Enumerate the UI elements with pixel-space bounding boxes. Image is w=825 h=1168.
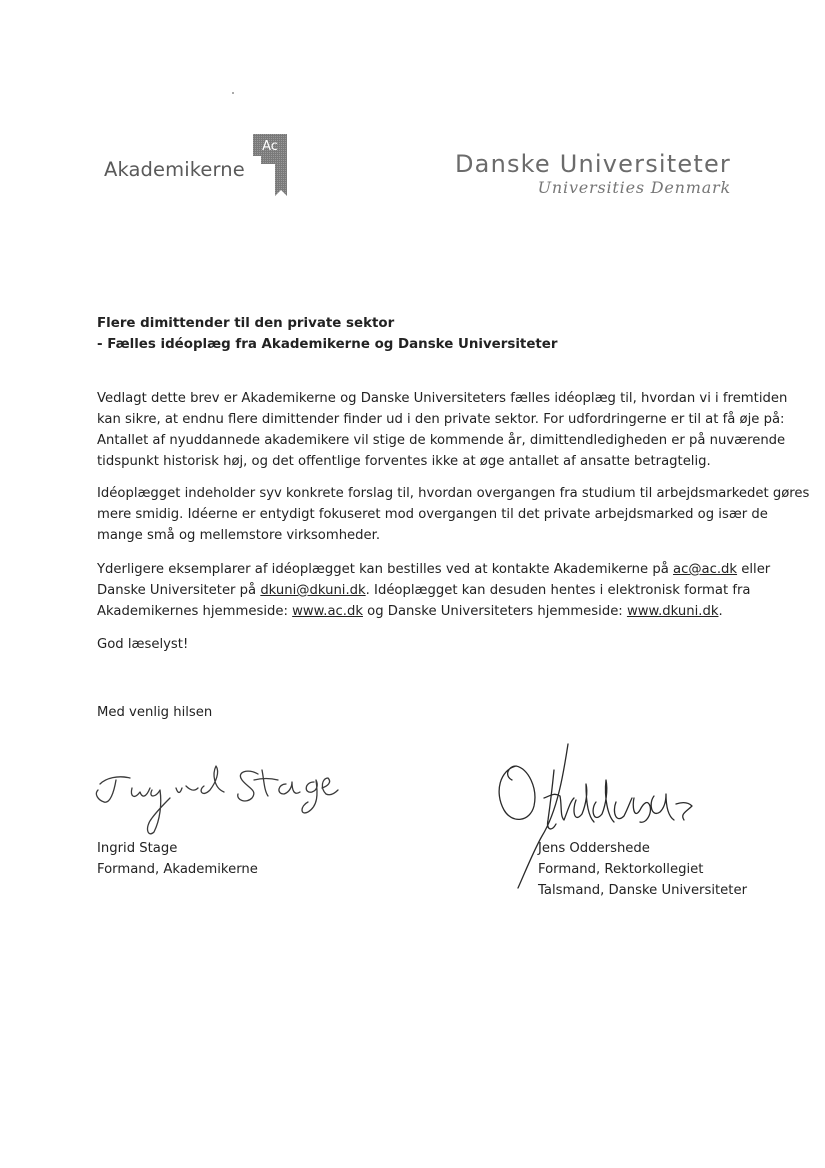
- paragraph-line: mange små og mellemstore virksomheder.: [97, 528, 381, 543]
- text-run: eller: [737, 562, 771, 577]
- paragraph-line: [97, 559, 771, 580]
- signer-right-title: Formand, Rektorkollegiet: [538, 862, 704, 877]
- letter-subject: [97, 313, 737, 355]
- akademikerne-logo-text: Akademikerne: [104, 158, 245, 181]
- subject-line-2: - Fælles idéoplæg fra Akademikerne og Danske Universiteter: [97, 337, 558, 352]
- scan-speck: [232, 92, 234, 94]
- signature-ingrid-stage: [86, 758, 341, 838]
- text-run: . Idéoplægget kan desuden hentes i elektronisk format fra: [365, 583, 751, 598]
- danske-universiteter-logo-subtitle: Universities Denmark: [537, 178, 731, 197]
- akademikerne-logo-mark: [253, 134, 287, 196]
- paragraph-line: [97, 601, 742, 622]
- text-run: Yderligere eksemplarer af idéoplægget kan bestilles ved at kontakte Akademikerne på: [97, 562, 673, 577]
- text-run: Akademikernes hjemmeside:: [97, 604, 293, 619]
- paragraph-line: [97, 580, 751, 601]
- greeting: Med venlig hilsen: [97, 705, 213, 720]
- signer-right: [538, 838, 747, 901]
- email-link-dkuni[interactable]: dkuni@dkuni.dk: [260, 583, 366, 598]
- signer-right-title-2: Talsmand, Danske Universiteter: [538, 883, 748, 898]
- akademikerne-mark-text: Ac: [262, 139, 278, 154]
- web-link-dkuni[interactable]: www.dkuni.dk: [626, 604, 719, 619]
- paragraph-line: mere smidig. Idéerne er entydigt fokuseret mod overgangen til det private arbejdsmarked og især de: [97, 507, 768, 522]
- paragraph-line: tidspunkt historisk høj, og det offentlige forventes ikke at øge antallet af ansatte betragtelig.: [97, 454, 711, 469]
- paragraph-1: [97, 388, 788, 472]
- paragraph-line: Vedlagt dette brev er Akademikerne og Danske Universiteters fælles idéoplæg til, hvordan vi i fremtiden: [97, 391, 788, 406]
- paragraph-line: Antallet af nyuddannede akademikere vil stige de kommende år, dimittendledigheden er på nuværende: [97, 433, 786, 448]
- text-run: .: [718, 604, 723, 619]
- paragraph-line: Idéoplægget indeholder syv konkrete forslag til, hvordan overgangen fra studium til arbejdsmarkedet gøres: [97, 486, 810, 501]
- web-link-ac[interactable]: www.ac.dk: [292, 604, 363, 619]
- signer-left-title: Formand, Akademikerne: [97, 862, 258, 877]
- text-run: Danske Universiteter på: [97, 583, 261, 598]
- email-link-ac[interactable]: ac@ac.dk: [673, 562, 738, 577]
- paragraph-3: [97, 559, 771, 622]
- paragraph-2: [97, 483, 810, 546]
- paragraph-line: kan sikre, at endnu flere dimittender finder ud i den private sektor. For udfordringerne er til at få øje på:: [97, 412, 785, 427]
- signer-left-name: Ingrid Stage: [97, 841, 178, 856]
- signer-right-name: Jens Oddershede: [538, 841, 650, 856]
- signer-left: [97, 838, 258, 880]
- danske-universiteter-logo-text: Danske Universiteter: [454, 150, 731, 178]
- text-run: og Danske Universiteters hjemmeside:: [362, 604, 627, 619]
- closing-wish: God læselyst!: [97, 637, 189, 652]
- subject-line-1: Flere dimittender til den private sektor: [97, 316, 395, 331]
